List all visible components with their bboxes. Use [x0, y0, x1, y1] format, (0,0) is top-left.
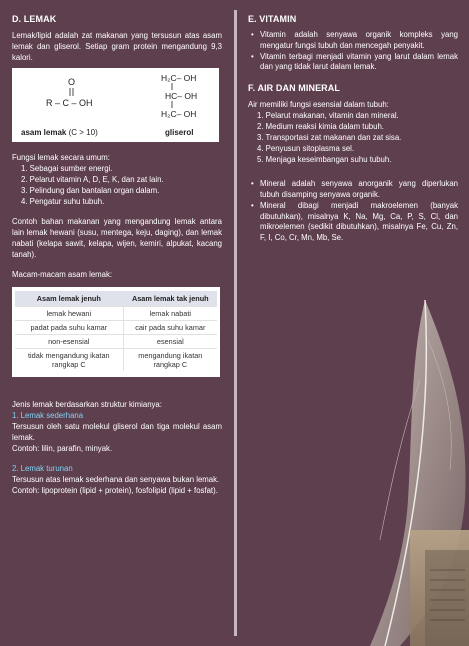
table-row — [15, 335, 217, 349]
list-item: • Vitamin terbagi menjadi vitamin yang larut dalam lemak dan yang tidak larut dalam lemak. — [248, 52, 458, 74]
list-item: 1. Pelarut makanan, vitamin dan mineral. — [257, 111, 399, 121]
table-cell: cair pada suhu kamar — [123, 321, 217, 335]
lemak-intro: Lemak/lipid adalah zat makanan yang tersusun atas asam lemak dan gliserol. Setiap gram protein mengandung 9,3 kalori. — [12, 31, 222, 62]
table-row — [15, 307, 217, 321]
glycerol-row-3: H₂C– OH — [161, 109, 197, 119]
glycerol-row-1: H₂C– OH — [161, 73, 197, 83]
lemak-turunan-desc: Tersusun atas lemak sederhana dan senyawa bukan lemak. — [12, 475, 220, 484]
lemak-section — [12, 14, 222, 496]
list-item: • Vitamin adalah senyawa organik kompleks yang mengatur fungsi tubuh dan mencegah penyakit. — [248, 30, 458, 52]
table-cell: lemak nabati — [123, 307, 217, 321]
lemak-title: D. LEMAK — [12, 14, 57, 24]
lemak-sederhana-desc: Tersusun oleh satu molekul gliserol dan tiga molekul asam lemak. — [12, 422, 222, 442]
acid-caption-condition: (C > 10) — [68, 128, 98, 137]
vitamin-air-section — [248, 14, 458, 244]
table-row — [15, 321, 217, 335]
list-item: • Mineral dibagi menjadi makroelemen (banyak dibutuhkan), misalnya K, Na, Mg, Ca, P, S, Cl, dan mikroelemen (sedikit dibutuhkan), misalnya Fe, Cu, Zn, F, I, Co, Cr, Mn, Mb, Se. — [248, 201, 458, 244]
vitamin-list — [248, 30, 458, 73]
vitamin-title: E. VITAMIN — [248, 14, 297, 24]
table-cell: lemak hewani — [15, 307, 123, 321]
list-item: 2. Medium reaksi kimia dalam tubuh. — [257, 122, 384, 132]
lemak-sederhana-label: 1. Lemak sederhana — [12, 411, 84, 420]
table-header: Asam lemak tak jenuh — [123, 291, 217, 307]
macam-title: Macam-macam asam lemak: — [12, 270, 113, 279]
fungsi-list — [12, 163, 222, 207]
glycerol-caption: gliserol — [165, 128, 194, 137]
lemak-turunan-label: 2. Lemak turunan — [12, 464, 73, 473]
lemak-sederhana-contoh: Contoh: lilin, parafin, minyak. — [12, 444, 113, 453]
acid-caption — [21, 128, 98, 137]
table-header-row — [15, 291, 217, 307]
table-cell: mengandung ikatan rangkap C — [123, 349, 217, 372]
fatty-acid-table-wrap — [12, 287, 220, 377]
list-item: 2. Pelarut vitamin A, D, E, K, dan zat lain. — [21, 175, 164, 184]
table-cell: padat pada suhu kamar — [15, 321, 123, 335]
list-item: 4. Pengatur suhu tubuh. — [21, 197, 105, 206]
table-row — [15, 349, 217, 372]
mineral-list — [248, 179, 458, 244]
list-item: 3. Transportasi zat makanan dan zat sisa. — [257, 133, 402, 143]
table-cell: tidak mengandung ikatan rangkap C — [15, 349, 123, 372]
fatty-acid-table — [15, 291, 217, 371]
list-item: • Mineral adalah senyawa anorganik yang diperlukan tubuh disamping senyawa organik. — [248, 179, 458, 201]
acid-formula: R – C – OH — [46, 98, 93, 108]
air-fungsi-list — [248, 110, 458, 165]
table-cell: esensial — [123, 335, 217, 349]
table-header: Asam lemak jenuh — [15, 291, 123, 307]
list-item: 4. Penyusun sitoplasma sel. — [257, 144, 355, 154]
list-item: 3. Pelindung dan bantalan organ dalam. — [21, 186, 160, 195]
chemical-structure-box — [12, 68, 219, 142]
feather-illustration — [330, 300, 469, 646]
lemak-turunan-contoh: Contoh: lipoprotein (lipid + protein), fosfolipid (lipid + fosfat). — [12, 486, 218, 495]
glycerol-row-2: HC– OH — [165, 91, 198, 101]
acid-oxygen: O — [68, 77, 76, 87]
table-cell: non-esensial — [15, 335, 123, 349]
jenis-title: Jenis lemak berdasarkan struktur kimianya: — [12, 400, 162, 409]
air-intro: Air memiliki fungsi esensial dalam tubuh: — [248, 100, 389, 110]
list-item: 1. Sebagai sumber energi. — [21, 164, 113, 173]
acid-caption-name: asam lemak — [21, 128, 67, 137]
list-item: 5. Menjaga keseimbangan suhu tubuh. — [257, 155, 392, 165]
column-divider — [234, 10, 237, 636]
contoh-paragraph: Contoh bahan makanan yang mengandung lemak antara lain lemak hewani (susu, mentega, keju, daging), dan lemak nabati (kelapa sawit, kelapa, wijen, kemiri, alpukat, kacang tanah). — [12, 217, 222, 259]
air-mineral-title: F. AIR DAN MINERAL — [248, 83, 340, 94]
fungsi-title: Fungsi lemak secara umum: — [12, 153, 110, 162]
